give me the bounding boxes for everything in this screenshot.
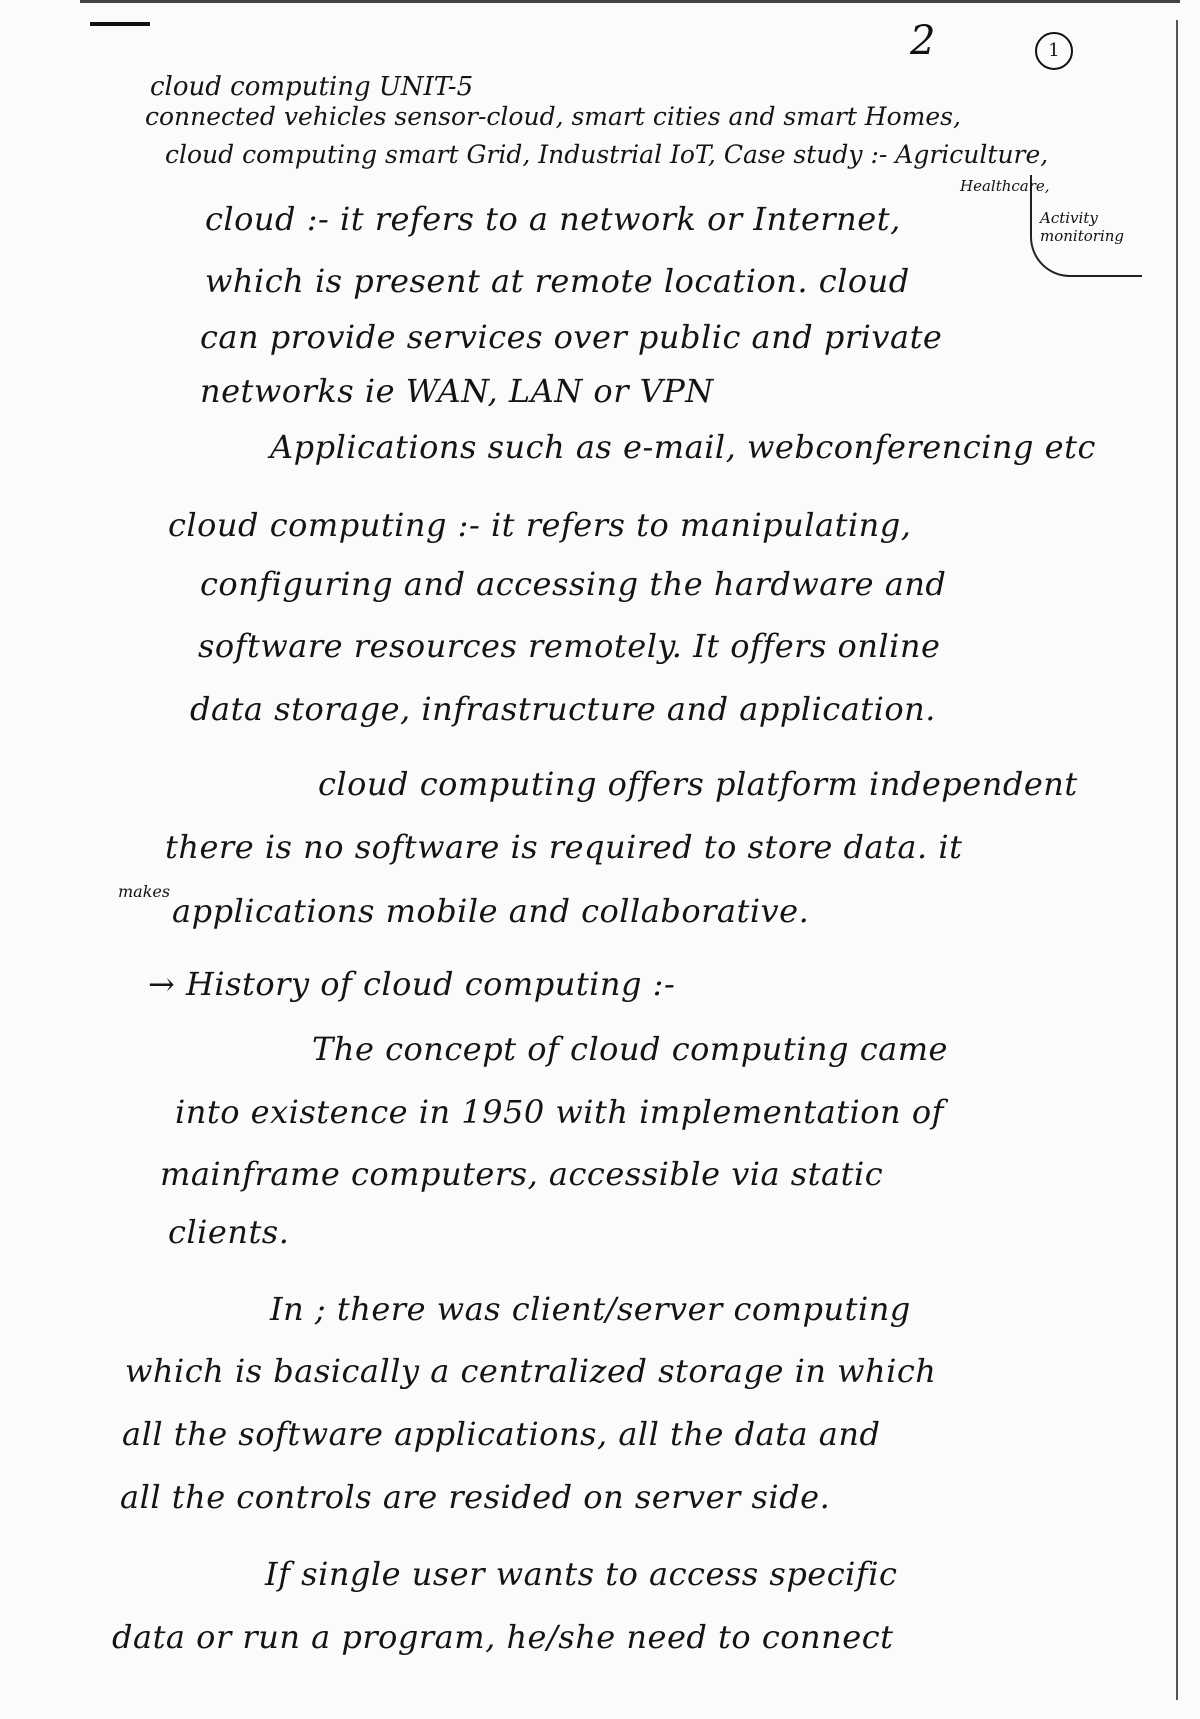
margin-word: makes [118,882,171,901]
history-heading [148,965,675,1003]
page-number: 2 [910,18,936,64]
text-line: software resources remotely. It offers online [198,627,941,665]
text-line: networks ie WAN, LAN or VPN [200,372,714,410]
history-heading-text: History of cloud computing :- [185,965,676,1003]
header-topics-line-2: cloud computing smart Grid, Industrial IoT, Case study :- Agriculture, [165,140,1049,169]
text-line: into existence in 1950 with implementation of [175,1093,944,1131]
text-line: clients. [168,1213,290,1251]
unit-title: cloud computing UNIT-5 [150,72,474,102]
text-line: In ; there was client/server computing [270,1290,911,1328]
text-line: all the controls are resided on server side. [120,1478,831,1516]
corner-mark [90,22,150,26]
page-top-edge [80,0,1180,3]
text-line: If single user wants to access specific [265,1555,898,1593]
arrow-icon: → [148,965,176,1003]
text-line: cloud :- it refers to a network or Internet, [205,200,901,238]
circled-number: 1 [1035,32,1073,70]
text-line: which is present at remote location. cloud [205,262,910,300]
text-line: Applications such as e-mail, webconferencing etc [270,428,1096,466]
text-line: can provide services over public and private [200,318,943,356]
text-line: there is no software is required to store data. it [165,828,963,866]
margin-note-healthcare: Healthcare, [960,177,1050,195]
text-line: cloud computing offers platform independent [318,765,1078,803]
margin-note-monitoring: monitoring [1040,227,1125,245]
text-line: all the software applications, all the data and [122,1415,881,1453]
text-line: cloud computing :- it refers to manipulating, [168,506,912,544]
text-line: which is basically a centralized storage in which [125,1352,937,1390]
text-line: applications mobile and collaborative. [172,892,810,930]
text-line: mainframe computers, accessible via static [160,1155,884,1193]
header-topics-line-1: connected vehicles sensor-cloud, smart cities and smart Homes, [145,102,961,131]
text-line: The concept of cloud computing came [312,1030,948,1068]
page-right-edge [1176,20,1178,1700]
text-line: data storage, infrastructure and application. [190,690,936,728]
text-line: configuring and accessing the hardware and [200,565,947,603]
text-line: data or run a program, he/she need to connect [112,1618,894,1656]
margin-note-activity: Activity [1040,209,1098,227]
